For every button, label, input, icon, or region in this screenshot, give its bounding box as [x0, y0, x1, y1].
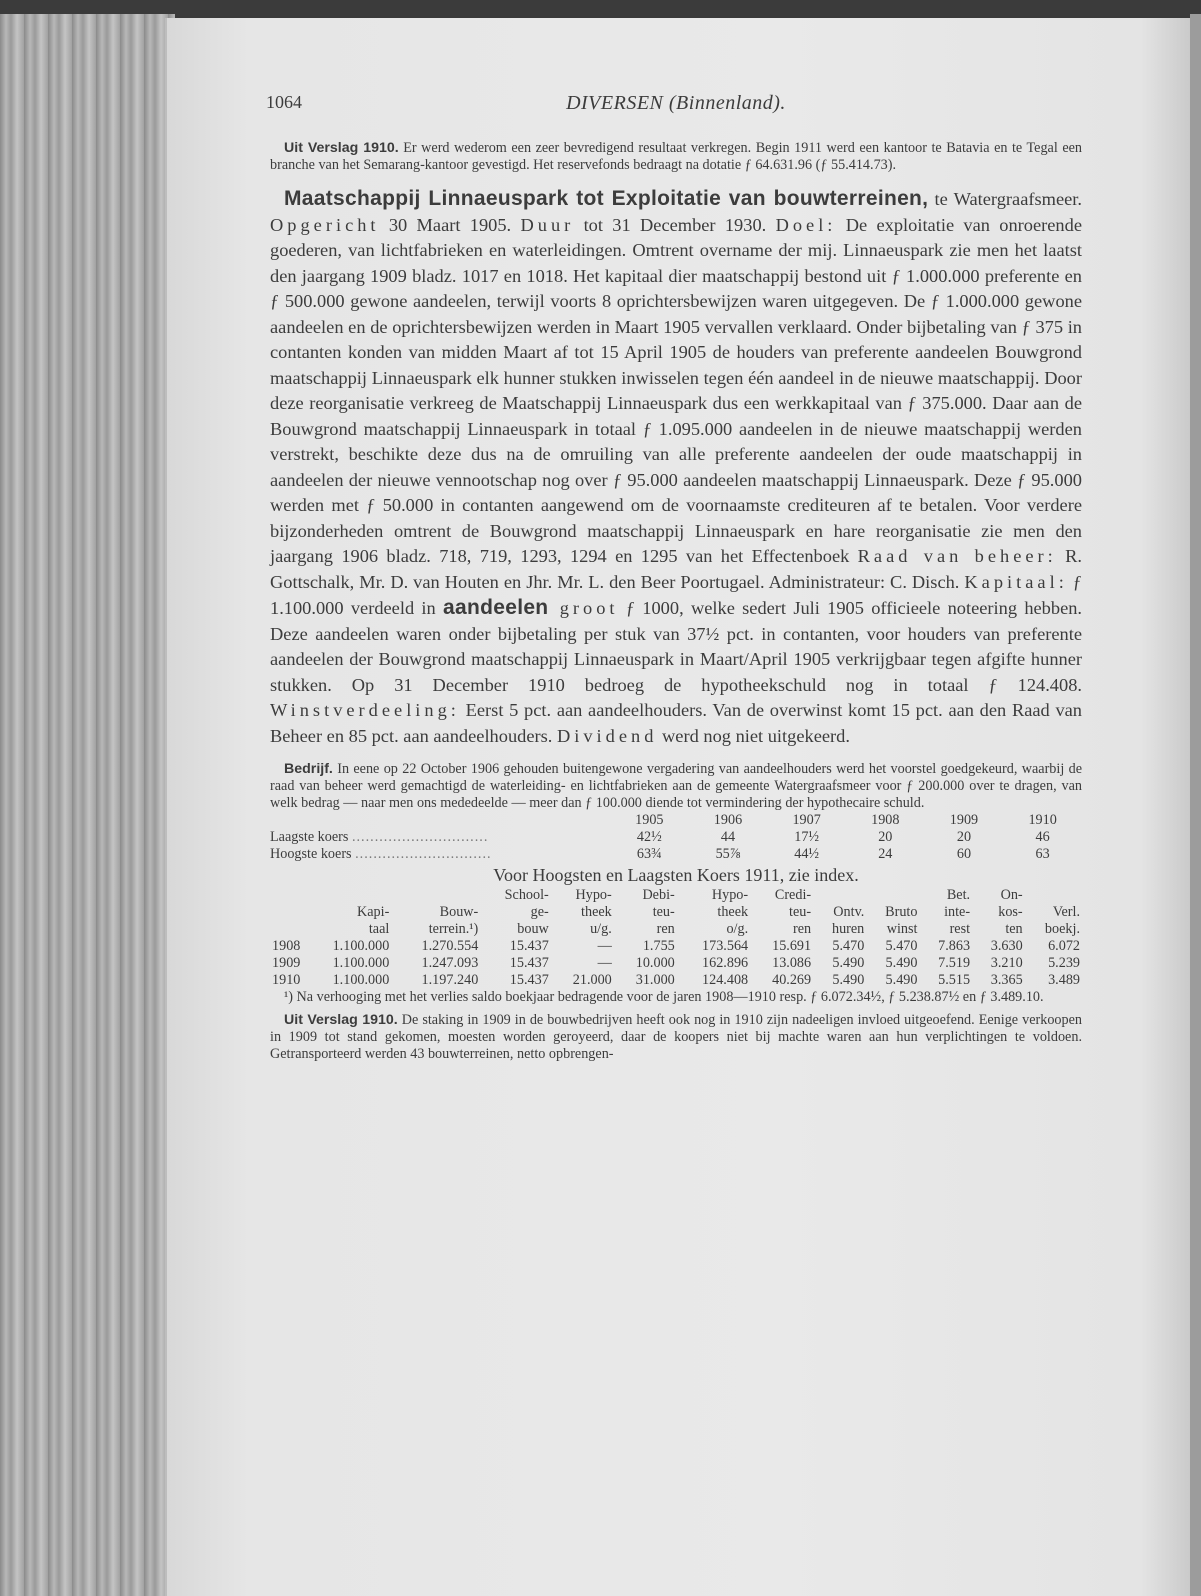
table-cell: 6.072: [1048, 938, 1080, 954]
header-cell: ge-: [530, 904, 549, 920]
table-cell: 162.896: [702, 955, 749, 971]
prev-entry-report: [270, 140, 1082, 174]
header-cell: theek: [717, 904, 749, 920]
operations-text: In eene op 22 October 1906 gehouden buitengewone vergadering van aandeelhouders werd het voorstel goedgekeurd, waarbij de raad van beheer werd gemachtigd de waterleiding- en lichtfabrieken aan de gemeente Watergraafsmeer voor ƒ 200.000 over te dragen, van welk bedrag — naar men ons mededeelde — meer dan ƒ 100.000 diende tot vermindering der hypothecaire schuld.: [270, 761, 1082, 811]
table-cell: 124.408: [702, 972, 749, 988]
table-cell: —: [597, 955, 612, 971]
header-cell: School-: [504, 887, 549, 903]
year-cell: 1908: [272, 938, 301, 954]
header-cell: [302, 887, 391, 904]
header-cell: inte-: [944, 904, 971, 920]
header-cell: winst: [886, 921, 918, 937]
balance-header-row: [270, 904, 1082, 921]
header-cell: u/g.: [590, 921, 612, 937]
price-cell: 63¾: [636, 846, 662, 862]
operations-lead: Bedrijf.: [284, 761, 333, 777]
table-cell: 1.100.000: [332, 955, 390, 971]
price-cell: 44½: [794, 846, 820, 862]
capital-label: Kapitaal:: [964, 571, 1068, 592]
table-cell: 31.000: [635, 972, 675, 988]
report-text: De staking in 1909 in de bouwbedrijven heeft ook nog in 1910 zijn nadeeligen invloed uitgeoefend. Eenige verkoopen in 1909 tot stand gekomen, moesten worden geroyeerd, daar de koopers niet bij machte waren aan hun verplichtingen te voldoen. Getransporteerd werden 43 bouwterreinen, netto opbrengen-: [270, 1012, 1082, 1062]
price-cell: 63: [1035, 846, 1050, 862]
row-label: Laagste koers: [270, 829, 349, 845]
page-number: 1064: [266, 92, 302, 112]
header-cell: Hypo-: [711, 887, 749, 903]
table-cell: 40.269: [772, 972, 812, 988]
header-cell: Debi-: [642, 887, 675, 903]
scan-top-border: [0, 0, 1201, 16]
table-cell: 1.270.554: [421, 938, 479, 954]
table-cell: 5.515: [938, 972, 971, 988]
table-cell: 3.365: [990, 972, 1023, 988]
table-cell: 5.490: [832, 972, 865, 988]
book-page-edges: [0, 14, 175, 1596]
year-header: 1906: [713, 812, 743, 828]
board-label: Raad van beheer:: [857, 546, 1057, 566]
price-years-row: [270, 812, 1082, 829]
table-cell: 3.489: [1048, 972, 1080, 988]
page-content: [266, 92, 1083, 1063]
table-row: [270, 955, 1082, 972]
header-cell: huren: [831, 921, 865, 937]
body-text-1: De exploitatie van onroerende goederen, van lichtfabrieken en waterleidingen. Omtrent overname der mij. Linnaeuspark zie men het laatst den jaargang 1909 bladz. 1017 en 1018. Het kapitaal dier maatschappij bestond uit ƒ 1.000.000 preferente en ƒ 500.000 gewone aandeelen, terwijl voorts 8 oprichtersbewijzen waren uitgegeven. De ƒ 1.000.000 gewone aandeelen en de oprichtersbewijzen werden in Maart 1905 vervallen verklaard. Onder bijbetaling van ƒ 375 in contanten konden van midden Maart af tot 15 April 1905 de houders van preferente aandeelen Bouwgrond maatschappij Linnaeuspark elk hunner stukken inwisselen tegen één aandeel in de nieuwe maatschappij. Door deze reorganisatie verkreeg de Maatschappij Linnaeuspark dus een werkkapitaal van ƒ 375.000. Daar aan de Bouwgrond maatschappij Linnaeuspark in totaal ƒ 1.095.000 aandeelen in de nieuwe maatschappij werden verstrekt, beschikte deze dus na de omruiling van alle preferente aandeelen der oude maatschappij in aandeelen der nieuwe vennootschap nog over ƒ 95.000 aandeelen maatschappij Linnaeuspark. Deze ƒ 95.000 werden met ƒ 50.000 in contanten aangewend om de voornaamste crediteuren af te betalen. Voor verdere bijzonderheden omtrent de Bouwgrond maatschappij Linnaeuspark en hare reorganisatie zie men den jaargang 1906 bladz. 718, 719, 1293, 1294 en 1295 van het Effectenboek: [270, 214, 1082, 566]
year-header: 1907: [792, 812, 821, 828]
company-location: te Watergraafsmeer.: [928, 189, 1082, 209]
header-cell: Bruto: [885, 904, 918, 920]
table-cell: 5.490: [885, 955, 918, 971]
header-cell: Credi-: [774, 887, 812, 903]
header-cell: terrein.¹): [428, 921, 479, 937]
year-cell: 1909: [272, 955, 301, 971]
header-cell: boekj.: [1044, 921, 1080, 937]
leader-dots: ..............................: [355, 846, 492, 862]
table-cell: 7.863: [938, 938, 971, 954]
table-cell: 21.000: [572, 972, 612, 988]
price-cell: 60: [956, 846, 972, 862]
company-entry: [270, 186, 1082, 749]
table-cell: 5.239: [1048, 955, 1080, 971]
price-cell: 42½: [636, 829, 662, 845]
header-cell: teu-: [789, 904, 812, 920]
header-cell: Ontv.: [833, 904, 865, 920]
year-header: 1905: [635, 812, 664, 828]
header-cell: [270, 887, 302, 904]
table-row: [270, 972, 1082, 989]
price-table: [270, 812, 1082, 863]
header-cell: Bet.: [946, 887, 971, 903]
leader-dots: ..............................: [351, 829, 489, 845]
table-cell: 10.000: [635, 955, 675, 971]
table-cell: 5.490: [832, 955, 865, 971]
report-lead: Uit Verslag 1910.: [284, 140, 399, 156]
header-cell: ren: [792, 921, 812, 937]
table-cell: 5.490: [885, 972, 918, 988]
header-cell: teu-: [652, 904, 675, 920]
header-cell: [391, 887, 480, 904]
price-cell: 24: [878, 846, 893, 862]
company-name: Maatschappij Linnaeuspark tot Exploitatie van bouwterreinen,: [284, 187, 929, 210]
price-cell: 20: [878, 829, 893, 845]
report-lead: Uit Verslag 1910.: [284, 1012, 398, 1028]
table-cell: 7.519: [938, 955, 971, 971]
price-cell: 17½: [794, 829, 820, 845]
running-title: DIVERSEN (Binnenland).: [566, 92, 786, 114]
duration-value: tot 31 December 1930.: [574, 214, 776, 235]
price-cell: 55⅞: [715, 846, 741, 862]
price-row-high: [270, 846, 1082, 863]
body-text-2: ƒ 1000, welke sedert Juli 1905 officieele noteering hebben. Deze aandeelen waren onder bijbetaling per stuk van 37½ pct. in contanten, voor houders van preferente aandeelen der Bouwgrond maatschappij Linnaeuspark in Maart/April 1905 verkrijgbaar tegen afgifte hunner stukken. Op 31 December 1910 bedroeg de hypotheekschuld nog in totaal ƒ 124.408.: [270, 598, 1083, 695]
operations-paragraph: [270, 761, 1082, 812]
header-cell: On-: [1000, 887, 1023, 903]
year-header: 1909: [949, 812, 979, 828]
table-cell: 1.100.000: [332, 938, 390, 954]
header-cell: ren: [656, 921, 675, 937]
table-row: [270, 938, 1082, 955]
founded-label: Opgericht: [270, 214, 380, 235]
duration-label: Duur: [520, 214, 575, 235]
profit-distribution-label: Winstverdeeling:: [270, 700, 460, 720]
header-cell: kos-: [998, 904, 1023, 920]
table-cell: 5.470: [885, 938, 918, 954]
header-cell: Verl.: [1052, 904, 1080, 920]
header-cell: Hypo-: [575, 887, 612, 903]
year-header: 1910: [1028, 812, 1057, 828]
balance-header-row: [270, 887, 1082, 904]
header-cell: [1025, 887, 1082, 904]
header-cell: rest: [949, 921, 971, 937]
year-cell: 1910: [272, 972, 301, 988]
table-cell: 3.630: [990, 938, 1023, 954]
price-cell: 20: [956, 829, 972, 845]
price-row-low: [270, 829, 1082, 846]
table-cell: 3.210: [990, 955, 1023, 971]
annual-report-paragraph: [270, 1012, 1082, 1063]
header-cell: [270, 904, 302, 921]
table-cell: 5.470: [832, 938, 865, 954]
header-cell: theek: [581, 904, 612, 920]
price-cell: 46: [1035, 829, 1050, 845]
table-cell: 1.197.240: [421, 972, 479, 988]
dividend-label: Dividend: [556, 725, 658, 746]
profit-distribution-value: Eerst 5 pct. aan aandeelhouders. Van de overwinst komt 15 pct. aan den Raad van Beheer en 85 pct. aan aandeelhouders.: [270, 700, 1082, 746]
dividend-value: werd nog niet uitgekeerd.: [657, 725, 850, 746]
table-cell: 1.755: [642, 938, 675, 954]
table-cell: 15.437: [509, 955, 549, 971]
header-cell: o/g.: [726, 921, 749, 937]
table-cell: 15.691: [772, 938, 812, 954]
row-label: Hoogste koers: [270, 846, 352, 862]
table-cell: 15.437: [509, 972, 549, 988]
price-cell: 44: [720, 829, 736, 845]
price-note: Voor Hoogsten en Laagsten Koers 1911, zie index.: [493, 865, 859, 885]
header-cell: ten: [1005, 921, 1023, 937]
purpose-label: Doel:: [775, 214, 837, 235]
shares-bold: aandeelen: [443, 596, 549, 619]
header-cell: [270, 921, 302, 938]
header-cell: Bouw-: [439, 904, 479, 920]
balance-table: [270, 887, 1082, 989]
capital-value: ƒ 1.100.000 verdeeld in: [270, 571, 1082, 618]
year-header: 1908: [871, 812, 900, 828]
table-cell: —: [597, 938, 612, 954]
board-value: R. Gottschalk, Mr. D. van Houten en Jhr. Mr. L. den Beer Poortugael. Administrateur: C. Disch.: [270, 546, 1083, 592]
page-header: [266, 92, 1082, 122]
header-cell: bouw: [517, 921, 549, 937]
header-cell: taal: [368, 921, 390, 937]
table-cell: 1.100.000: [332, 972, 390, 988]
header-cell: Kapi-: [357, 904, 390, 920]
header-cell: [866, 887, 919, 904]
table-cell: 173.564: [702, 938, 749, 954]
table-footnote: ¹) Na verhooging met het verlies saldo boekjaar bedragende voor de jaren 1908—1910 resp. ƒ 6.072.34½, ƒ 5.238.87½ en ƒ 3.489.10.: [284, 989, 1044, 1005]
nominal-label: groot: [548, 598, 619, 618]
report-text: Er werd wederom een zeer bevredigend resultaat verkregen. Begin 1911 werd een kantoor te Batavia en te Tegal een branche van het Semarang-kantoor gevestigd. Het reservefonds bedraagt na dotatie ƒ 64.631.96 (ƒ 55.414.73).: [270, 140, 1083, 173]
table-cell: 13.086: [772, 955, 812, 971]
founded-value: 30 Maart 1905.: [379, 214, 521, 235]
scan-right-edge: [1190, 14, 1201, 1596]
table-cell: 1.247.093: [421, 955, 479, 971]
balance-header-row: [270, 921, 1082, 938]
header-cell: [813, 887, 866, 904]
table-cell: 15.437: [509, 938, 549, 954]
